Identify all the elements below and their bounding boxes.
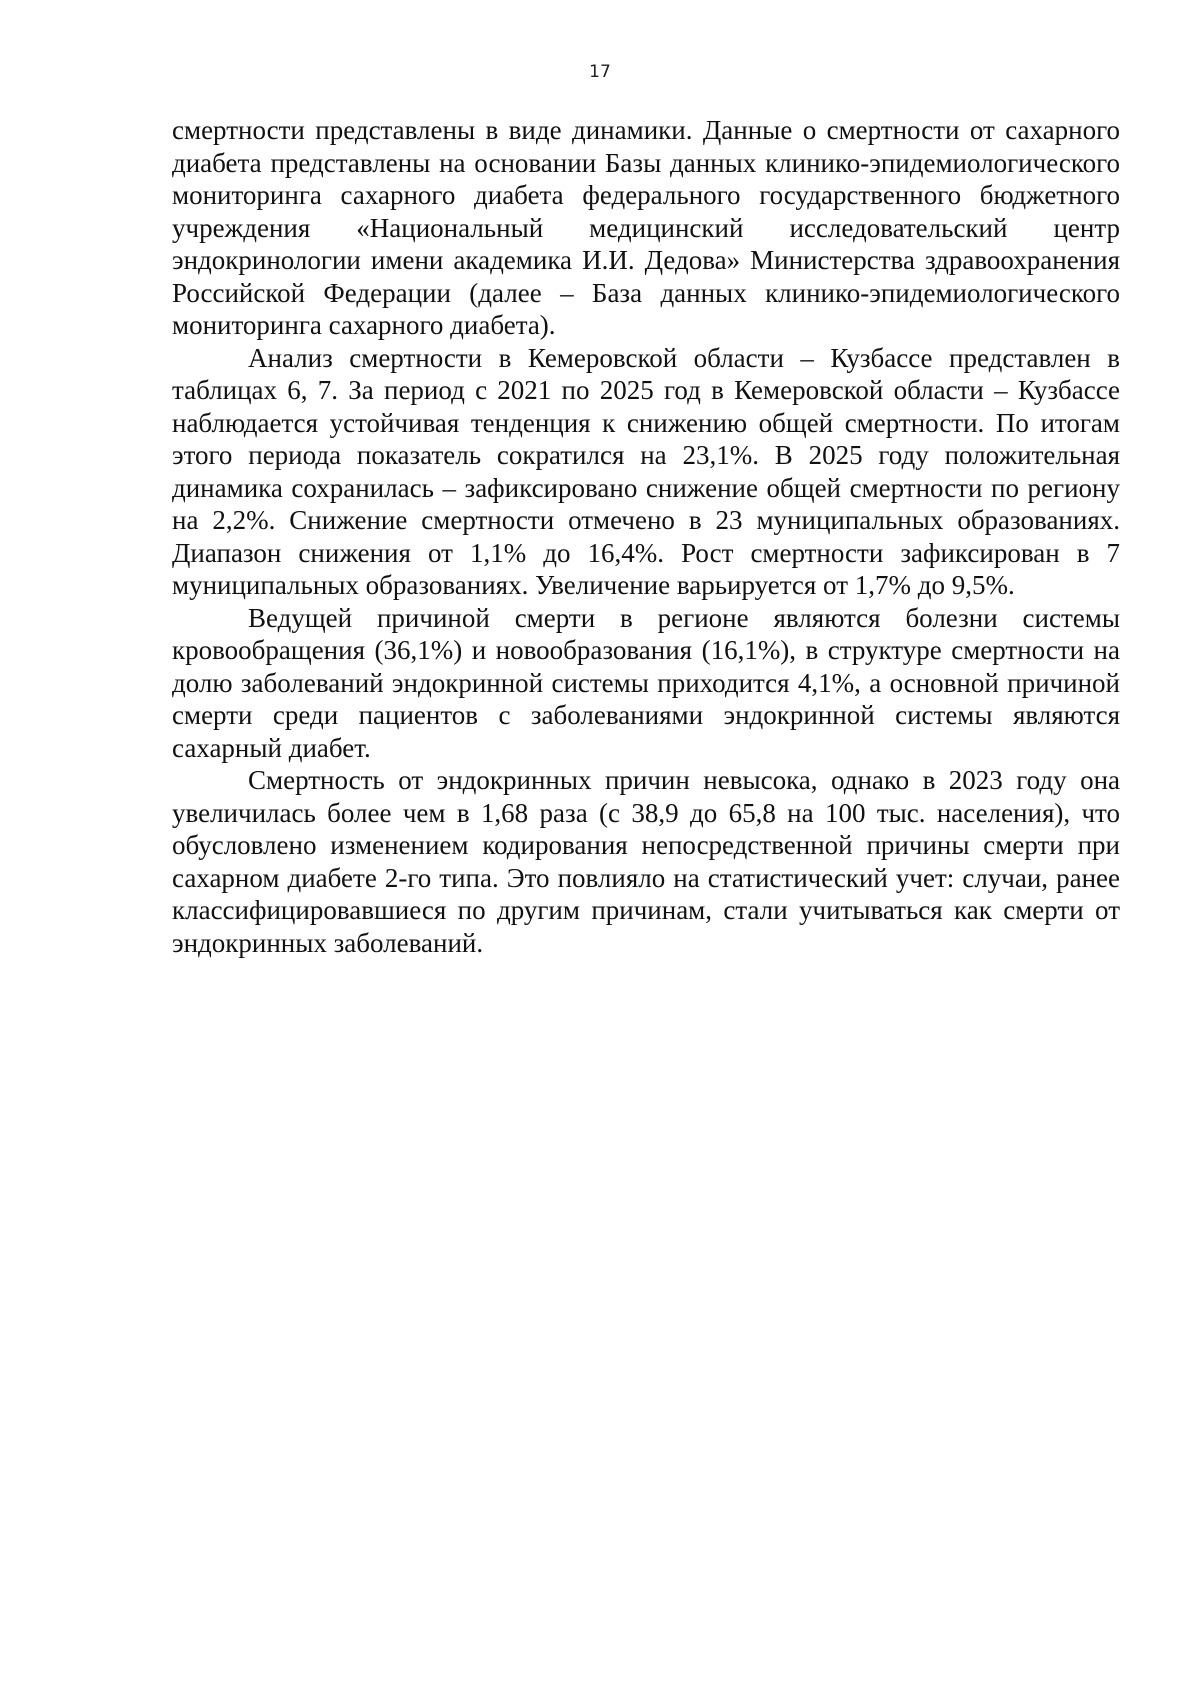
paragraph-leading-causes: Ведущей причиной смерти в регионе являются болезни системы кровообращения (36,1%) и новообразования (16,1%), в структуре смертности на долю заболеваний эндокринной системы приходится 4,1%, а основной причиной смерти среди пациентов с заболеваниями эндокринной системы являются сахарный диабет. [172,602,1120,763]
paragraph-endocrine-mortality: Смертность от эндокринных причин невысока, однако в 2023 году она увеличилась более чем в 1,68 раза (с 38,9 до 65,8 на 100 тыс. населения), что обусловлено изменением кодирования непосредственной причины смерти при сахарном диабете 2-го типа. Это повлияло на статистический учет: случаи, ранее классифицировавшиеся по другим причинам, стали учитываться как смерти от эндокринных заболеваний. [172,765,1120,958]
paragraph-mortality-analysis: Анализ смертности в Кемеровской области – Кузбассе представлен в таблицах 6, 7. За период с 2021 по 2025 год в Кемеровской области – Кузбассе наблюдается устойчивая тенденция к снижению общей смертности. По итогам этого периода показатель сократился на 23,1%. В 2025 году положительная динамика сохранилась – зафиксировано снижение общей смертности по региону на 2,2%. Снижение смертности отмечено в 23 муниципальных образованиях. Диапазон снижения от 1,1% до 16,4%. Рост смертности зафиксирован в 7 муниципальных образованиях. Увеличение варьируется от 1,7% до 9,5%. [172,342,1120,600]
paragraph-continuation: смертности представлены в виде динамики. Данные о смертности от сахарного диабета представлены на основании Базы данных клинико-эпидемиологического мониторинга сахарного диабета федерального государственного бюджетного учреждения «Национальный медицинский исследовательский центр эндокринологии имени академика И.И. Дедова» Министерства здравоохранения Российской Федерации (далее – База данных клинико-эпидемиологического мониторинга сахарного диабета). [172,115,1120,340]
document-body [172,114,1120,959]
page-number: 17 [589,62,611,82]
